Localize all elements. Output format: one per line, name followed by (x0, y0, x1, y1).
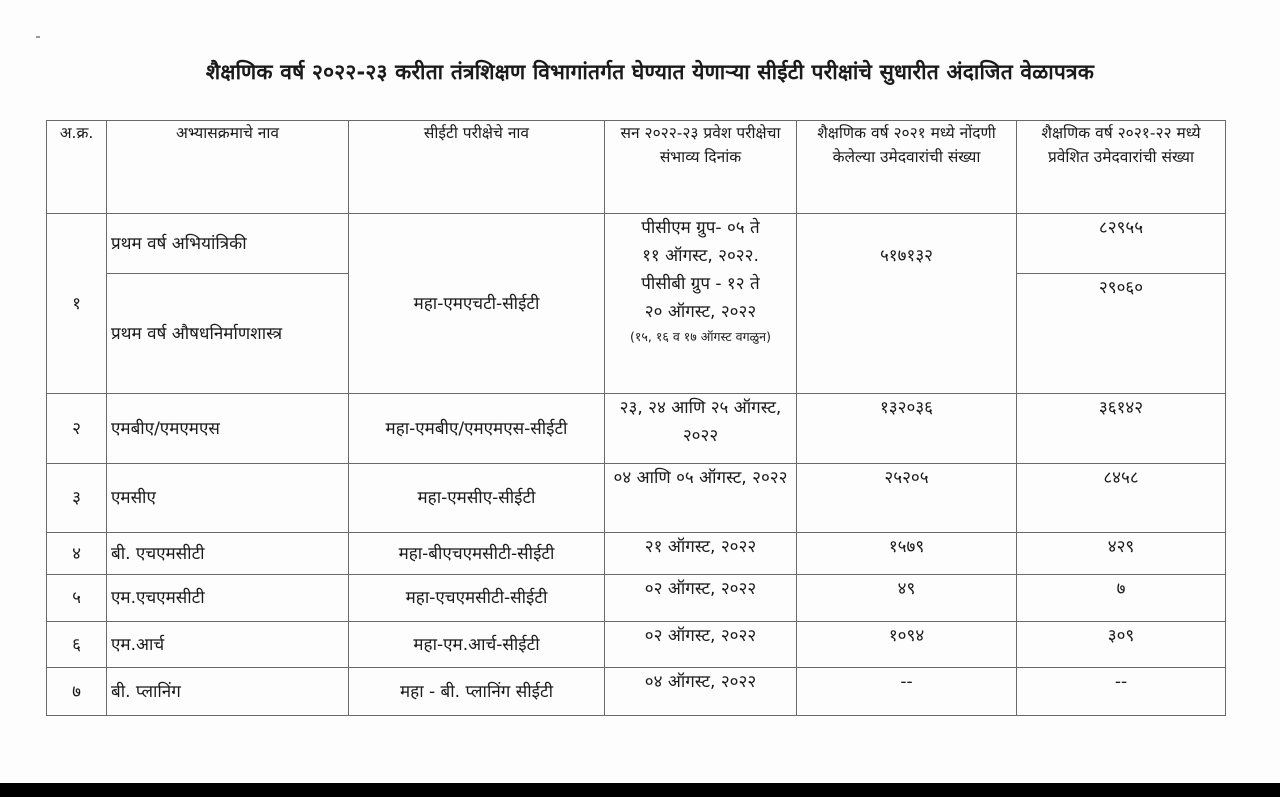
cell-admitted: ८२९५५ (1017, 214, 1226, 274)
table-row (47, 394, 1226, 464)
header-sr: अ.क्र. (47, 121, 107, 214)
cell-date: २१ ऑगस्ट, २०२२ (605, 533, 797, 575)
table-row (47, 533, 1226, 575)
cell-registered: २५२०५ (797, 464, 1017, 533)
header-admitted: शैक्षणिक वर्ष २०२१-२२ मध्ये प्रवेशित उमेदवारांची संख्या (1017, 121, 1226, 214)
cell-admitted: ७ (1017, 575, 1226, 622)
cell-course: एमबीए/एमएमएस (107, 394, 349, 464)
cell-registered: १३२०३६ (797, 394, 1017, 464)
cell-date: ०४ ऑगस्ट, २०२२ (605, 668, 797, 716)
cell-course: प्रथम वर्ष औषधनिर्माणशास्त्र (107, 274, 349, 394)
cell-registered: १०९४ (797, 622, 1017, 668)
cell-sr: ३ (47, 464, 107, 533)
cell-sr: १ (47, 214, 107, 394)
schedule-table (46, 120, 1226, 716)
date-line: २० ऑगस्ट, २०२२ (644, 302, 757, 322)
cell-sr: ४ (47, 533, 107, 575)
cell-registered: ५१७१३२ (797, 214, 1017, 394)
page-title: शैक्षणिक वर्ष २०२२-२३ करीता तंत्रशिक्षण विभागांतर्गत घेण्यात येणाऱ्या सीईटी परीक्षांचे सुधारीत अंदाजित वेळापत्रक (205, 60, 1095, 84)
header-course: अभ्यासक्रमाचे नाव (107, 121, 349, 214)
cell-sr: २ (47, 394, 107, 464)
cell-cet: महा-एमबीए/एमएमएस-सीईटी (349, 394, 605, 464)
date-line: पीसीबी ग्रुप - १२ ते (641, 274, 760, 294)
cell-registered: ४९ (797, 575, 1017, 622)
table-row (47, 464, 1226, 533)
cell-admitted: २९०६० (1017, 274, 1226, 394)
cell-admitted: ३०९ (1017, 622, 1226, 668)
cell-admitted: ४२९ (1017, 533, 1226, 575)
scan-mark (36, 36, 40, 38)
table-row (47, 214, 1226, 274)
cell-cet: महा-एमसीए-सीईटी (349, 464, 605, 533)
cell-sr: ७ (47, 668, 107, 716)
table-row (47, 575, 1226, 622)
cell-course: एम.एचएमसीटी (107, 575, 349, 622)
cell-course: एमसीए (107, 464, 349, 533)
cell-date: ०२ ऑगस्ट, २०२२ (605, 575, 797, 622)
cell-sr: ५ (47, 575, 107, 622)
cell-course: बी. एचएमसीटी (107, 533, 349, 575)
cell-date: २३, २४ आणि २५ ऑगस्ट, २०२२ (605, 394, 797, 464)
cell-cet: महा-बीएचएमसीटी-सीईटी (349, 533, 605, 575)
header-row (47, 121, 1226, 214)
cell-date: ०२ ऑगस्ट, २०२२ (605, 622, 797, 668)
header-date: सन २०२२-२३ प्रवेश परीक्षेचा संभाव्य दिनांक (605, 121, 797, 214)
date-line: ११ ऑगस्ट, २०२२. (642, 246, 759, 266)
cell-cet: महा - बी. प्लानिंग सीईटी (349, 668, 605, 716)
header-cet: सीईटी परीक्षेचे नाव (349, 121, 605, 214)
table-row (47, 668, 1226, 716)
cell-date (605, 214, 797, 394)
cell-cet: महा-एचएमसीटी-सीईटी (349, 575, 605, 622)
cell-registered: १५७९ (797, 533, 1017, 575)
cell-course: बी. प्लानिंग (107, 668, 349, 716)
cell-course: प्रथम वर्ष अभियांत्रिकी (107, 214, 349, 274)
cell-admitted: ८४५८ (1017, 464, 1226, 533)
date-line: पीसीएम ग्रुप- ०५ ते (641, 218, 760, 238)
bottom-border (0, 783, 1280, 797)
cell-admitted: -- (1017, 668, 1226, 716)
cell-sr: ६ (47, 622, 107, 668)
cell-registered: -- (797, 668, 1017, 716)
table-row (47, 622, 1226, 668)
header-registered: शैक्षणिक वर्ष २०२१ मध्ये नोंदणी केलेल्या उमेदवारांची संख्या (797, 121, 1017, 214)
cell-admitted: ३६१४२ (1017, 394, 1226, 464)
date-note: (१५, १६ व १७ ऑगस्ट वगळुन) (630, 329, 771, 344)
cell-date: ०४ आणि ०५ ऑगस्ट, २०२२ (605, 464, 797, 533)
cell-course: एम.आर्च (107, 622, 349, 668)
cell-cet: महा-एमएचटी-सीईटी (349, 214, 605, 394)
cell-cet: महा-एम.आर्च-सीईटी (349, 622, 605, 668)
